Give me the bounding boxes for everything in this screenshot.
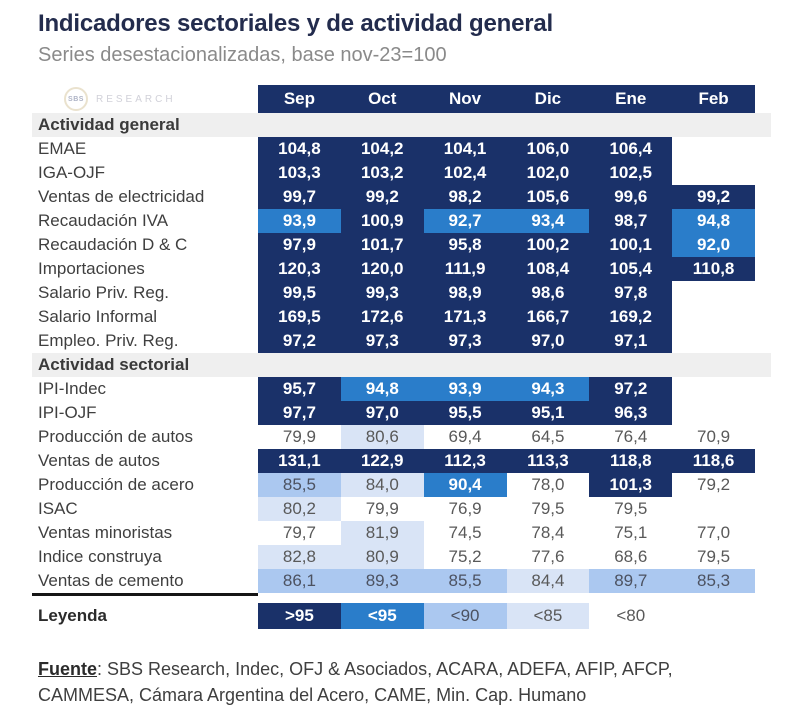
value-cell xyxy=(672,377,755,401)
value-cell: 100,1 xyxy=(589,233,672,257)
value-cell: 84,4 xyxy=(507,569,590,593)
value-cell: 95,1 xyxy=(507,401,590,425)
table-row xyxy=(38,473,755,497)
value-cell: 97,1 xyxy=(589,329,672,353)
value-cell: 97,8 xyxy=(589,281,672,305)
value-cell: 80,6 xyxy=(341,425,424,449)
legend-chip: >95 xyxy=(258,603,341,629)
legend-label: Leyenda xyxy=(38,606,107,625)
value-cell: 98,7 xyxy=(589,209,672,233)
value-cell: 172,6 xyxy=(341,305,424,329)
value-cell: 80,2 xyxy=(258,497,341,521)
value-cell: 79,2 xyxy=(697,475,731,494)
value-cell: 99,5 xyxy=(258,281,341,305)
table-row xyxy=(38,521,755,545)
value-cell: 93,9 xyxy=(424,377,507,401)
row-label: Indice construya xyxy=(38,547,162,566)
source-label: Fuente xyxy=(38,659,98,679)
value-cell: 89,7 xyxy=(589,569,672,593)
value-cell: 101,3 xyxy=(589,473,672,497)
value-cell: 111,9 xyxy=(424,257,507,281)
legend-chip: <95 xyxy=(341,603,424,629)
value-cell: 92,7 xyxy=(424,209,507,233)
value-cell: 122,9 xyxy=(341,449,424,473)
value-cell xyxy=(672,401,755,425)
table-body xyxy=(38,113,755,593)
value-cell: 85,3 xyxy=(672,569,755,593)
row-label: Importaciones xyxy=(38,259,145,278)
table-row xyxy=(38,497,755,521)
column-header-sep: Sep xyxy=(258,85,341,113)
section-header: Actividad sectorial xyxy=(32,353,771,377)
row-label: Empleo. Priv. Reg. xyxy=(38,331,179,350)
legend-chip: <90 xyxy=(424,603,507,629)
value-cell: 77,6 xyxy=(531,547,565,566)
value-cell: 82,8 xyxy=(258,545,341,569)
row-label: Salario Informal xyxy=(38,307,158,326)
value-cell: 103,2 xyxy=(341,161,424,185)
value-cell: 96,3 xyxy=(589,401,672,425)
value-cell: 104,1 xyxy=(424,137,507,161)
value-cell: 95,5 xyxy=(424,401,507,425)
legend-chip-empty xyxy=(672,603,755,629)
value-cell xyxy=(672,161,755,185)
value-cell: 97,2 xyxy=(258,329,341,353)
value-cell: 171,3 xyxy=(424,305,507,329)
table-row xyxy=(38,545,755,569)
value-cell: 85,5 xyxy=(258,473,341,497)
value-cell: 64,5 xyxy=(531,427,565,446)
value-cell: 120,0 xyxy=(341,257,424,281)
value-cell: 108,4 xyxy=(507,257,590,281)
row-label: Ventas de autos xyxy=(38,451,160,470)
table-row xyxy=(38,233,755,257)
table-row xyxy=(38,329,755,353)
legend-chip: <80 xyxy=(616,606,646,625)
table-header-row xyxy=(38,85,755,113)
value-cell: 101,7 xyxy=(341,233,424,257)
value-cell: 169,5 xyxy=(258,305,341,329)
value-cell: 102,0 xyxy=(507,161,590,185)
value-cell: 75,1 xyxy=(614,523,648,542)
table-row xyxy=(38,161,755,185)
value-cell: 118,8 xyxy=(589,449,672,473)
value-cell: 76,4 xyxy=(614,427,648,446)
section-header: Actividad general xyxy=(32,113,771,137)
value-cell: 120,3 xyxy=(258,257,341,281)
value-cell: 105,4 xyxy=(589,257,672,281)
value-cell: 77,0 xyxy=(697,523,731,542)
column-header-feb: Feb xyxy=(672,85,755,113)
value-cell: 102,5 xyxy=(589,161,672,185)
value-cell: 93,4 xyxy=(507,209,590,233)
value-cell: 97,2 xyxy=(589,377,672,401)
value-cell: 99,2 xyxy=(672,185,755,209)
value-cell: 103,3 xyxy=(258,161,341,185)
row-label: Recaudación D & C xyxy=(38,235,188,254)
value-cell: 169,2 xyxy=(589,305,672,329)
value-cell: 84,0 xyxy=(341,473,424,497)
legend-chip: <85 xyxy=(507,603,590,629)
value-cell: 118,6 xyxy=(672,449,755,473)
table-row xyxy=(38,137,755,161)
value-cell: 100,2 xyxy=(507,233,590,257)
table-bottom-divider xyxy=(32,593,258,596)
value-cell: 81,9 xyxy=(341,521,424,545)
indicator-table xyxy=(38,85,755,629)
value-cell: 113,3 xyxy=(507,449,590,473)
sbs-logo-icon: SBS xyxy=(64,87,88,111)
table-row xyxy=(38,401,755,425)
value-cell: 70,9 xyxy=(697,427,731,446)
column-header-ene: Ene xyxy=(589,85,672,113)
row-label: Recaudación IVA xyxy=(38,211,169,230)
value-cell xyxy=(672,281,755,305)
value-cell: 98,2 xyxy=(424,185,507,209)
table-row xyxy=(38,569,755,593)
value-cell: 99,6 xyxy=(589,185,672,209)
value-cell: 86,1 xyxy=(258,569,341,593)
value-cell xyxy=(672,137,755,161)
value-cell: 89,3 xyxy=(341,569,424,593)
value-cell: 131,1 xyxy=(258,449,341,473)
table-row xyxy=(38,257,755,281)
value-cell xyxy=(672,329,755,353)
value-cell: 99,3 xyxy=(341,281,424,305)
row-label: IPI-Indec xyxy=(38,379,107,398)
value-cell: 79,5 xyxy=(531,499,565,518)
value-cell: 97,0 xyxy=(507,329,590,353)
value-cell: 79,9 xyxy=(282,427,316,446)
column-header-dic: Dic xyxy=(507,85,590,113)
value-cell: 104,8 xyxy=(258,137,341,161)
value-cell: 85,5 xyxy=(424,569,507,593)
table-row xyxy=(38,425,755,449)
table-row xyxy=(38,305,755,329)
value-cell: 105,6 xyxy=(507,185,590,209)
value-cell xyxy=(672,305,755,329)
source-text: : SBS Research, Indec, OFJ & Asociados, ACARA, ADEFA, AFIP, AFCP, CAMMESA, Cámara Argentina del Acero, CAME, Min. Cap. Humano xyxy=(38,659,673,705)
column-header-oct: Oct xyxy=(341,85,424,113)
value-cell: 97,7 xyxy=(258,401,341,425)
value-cell: 79,5 xyxy=(697,547,731,566)
value-cell: 166,7 xyxy=(507,305,590,329)
value-cell xyxy=(672,497,755,521)
value-cell: 93,9 xyxy=(258,209,341,233)
table-row xyxy=(38,377,755,401)
page-subtitle: Series desestacionalizadas, base nov-23=100 xyxy=(38,44,447,66)
value-cell: 68,6 xyxy=(614,547,648,566)
value-cell: 99,2 xyxy=(341,185,424,209)
value-cell: 106,0 xyxy=(507,137,590,161)
value-cell: 98,6 xyxy=(507,281,590,305)
value-cell: 78,4 xyxy=(531,523,565,542)
value-cell: 112,3 xyxy=(424,449,507,473)
value-cell: 75,2 xyxy=(448,547,482,566)
value-cell: 69,4 xyxy=(448,427,482,446)
value-cell: 74,5 xyxy=(448,523,482,542)
table-row xyxy=(38,449,755,473)
sbs-logo xyxy=(38,85,258,113)
row-label: EMAE xyxy=(38,139,87,158)
row-label: Salario Priv. Reg. xyxy=(38,283,170,302)
value-cell: 106,4 xyxy=(589,137,672,161)
row-label: Producción de acero xyxy=(38,475,194,494)
value-cell: 94,8 xyxy=(672,209,755,233)
sbs-logo-text: RESEARCH xyxy=(96,93,176,105)
value-cell: 97,3 xyxy=(341,329,424,353)
value-cell: 92,0 xyxy=(672,233,755,257)
value-cell: 78,0 xyxy=(531,475,565,494)
value-cell: 97,9 xyxy=(258,233,341,257)
row-label: IPI-OJF xyxy=(38,403,97,422)
table-row xyxy=(38,185,755,209)
value-cell: 110,8 xyxy=(672,257,755,281)
value-cell: 94,3 xyxy=(507,377,590,401)
value-cell: 98,9 xyxy=(424,281,507,305)
value-cell: 99,7 xyxy=(258,185,341,209)
value-cell: 104,2 xyxy=(341,137,424,161)
value-cell: 95,8 xyxy=(424,233,507,257)
row-label: Ventas de cemento xyxy=(38,571,184,590)
value-cell: 79,5 xyxy=(614,499,648,518)
row-label: IGA-OJF xyxy=(38,163,106,182)
row-label: Producción de autos xyxy=(38,427,193,446)
value-cell: 90,4 xyxy=(424,473,507,497)
value-cell: 102,4 xyxy=(424,161,507,185)
value-cell: 79,7 xyxy=(282,523,316,542)
row-label: Ventas minoristas xyxy=(38,523,173,542)
column-header-nov: Nov xyxy=(424,85,507,113)
row-label: ISAC xyxy=(38,499,78,518)
value-cell: 94,8 xyxy=(341,377,424,401)
value-cell: 100,9 xyxy=(341,209,424,233)
legend-row xyxy=(38,603,755,629)
table-row xyxy=(38,209,755,233)
page-title: Indicadores sectoriales y de actividad general xyxy=(38,10,554,37)
value-cell: 80,9 xyxy=(341,545,424,569)
value-cell: 97,0 xyxy=(341,401,424,425)
source-note xyxy=(38,656,718,708)
value-cell: 79,9 xyxy=(365,499,399,518)
value-cell: 97,3 xyxy=(424,329,507,353)
value-cell: 76,9 xyxy=(448,499,482,518)
value-cell: 95,7 xyxy=(258,377,341,401)
row-label: Ventas de electricidad xyxy=(38,187,205,206)
table-row xyxy=(38,281,755,305)
